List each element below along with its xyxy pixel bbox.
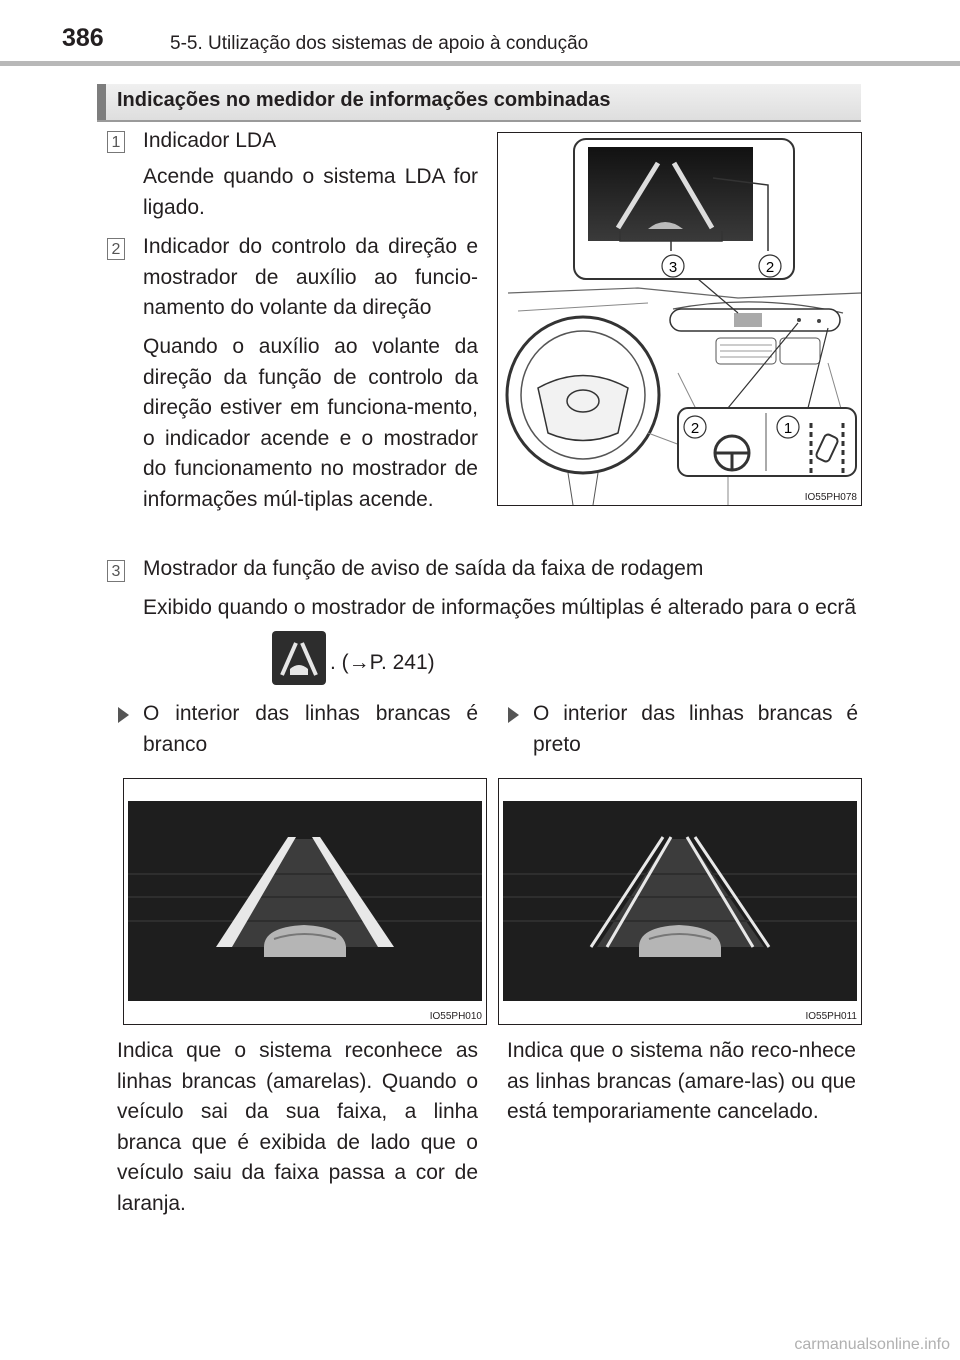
figure-white-lines: [123, 778, 487, 1025]
item-number-2: 2: [107, 238, 125, 260]
item-3-page-ref: . (→P. 241): [330, 651, 435, 674]
chapter-title: 5-5. Utilização dos sistemas de apoio à condução: [170, 33, 589, 54]
figure-black-lines: [498, 778, 862, 1025]
figure-code-main: IO55PH078: [804, 492, 857, 503]
figure-dashboard: [497, 132, 862, 506]
case-1-description: Indica que o sistema reconhece as linhas brancas (amarelas). Quando o veículo sai da sua faixa, a linha branca que é exibida de lado que o veículo saiu da faixa passa a cor de laranja.: [117, 1039, 478, 1215]
watermark: carmanualsonline.info: [794, 1336, 950, 1353]
section-heading-bar: [97, 84, 861, 122]
item-1-text: Acende quando o sistema LDA for ligado.: [143, 165, 478, 219]
item-number-1: 1: [107, 131, 125, 153]
header-rule: [0, 61, 960, 66]
dashboard-illustration: [498, 133, 861, 505]
callout-1: 1: [783, 420, 793, 437]
callout-3: 3: [668, 259, 678, 276]
item-2-label: Indicador do controlo da direção e mostrador de auxílio ao funcio-namento do volante da direção: [143, 235, 478, 319]
callout-2-top: 2: [765, 259, 775, 276]
item-2-text: Quando o auxílio ao volante da direção da função de controlo da direção estiver em funciona-mento, o indicador acende e o mostrador do funcionamento no mostrador de informações múl-tiplas acende.: [143, 335, 478, 511]
callout-2-bottom: 2: [690, 420, 700, 437]
case-2-description: Indica que o sistema não reco-nhece as linhas brancas (amare-las) ou que está temporariamente cancelado.: [507, 1039, 856, 1123]
item-3-label: Mostrador da função de aviso de saída da faixa de rodagem: [143, 557, 704, 580]
item-number-3: 3: [107, 560, 125, 582]
triangle-arrow-icon: [508, 707, 519, 723]
page-number: 386: [62, 24, 104, 52]
section-marker: [97, 84, 106, 120]
triangle-arrow-icon: [118, 707, 129, 723]
section-title: Indicações no medidor de informações combinadas: [117, 89, 611, 111]
figure-code-case-1: IO55PH010: [429, 1011, 482, 1022]
case-2-heading: O interior das linhas brancas é preto: [533, 702, 858, 756]
figure-code-case-2: IO55PH011: [805, 1011, 857, 1022]
lane-departure-screen-icon: [272, 631, 326, 685]
case-1-heading: O interior das linhas brancas é branco: [143, 702, 478, 756]
item-3-text-line1: [143, 593, 856, 624]
item-3-text-before: Exibido quando o mostrador de informações múltiplas é alterado para o ecrã: [143, 596, 856, 619]
item-1-label: Indicador LDA: [143, 129, 277, 152]
